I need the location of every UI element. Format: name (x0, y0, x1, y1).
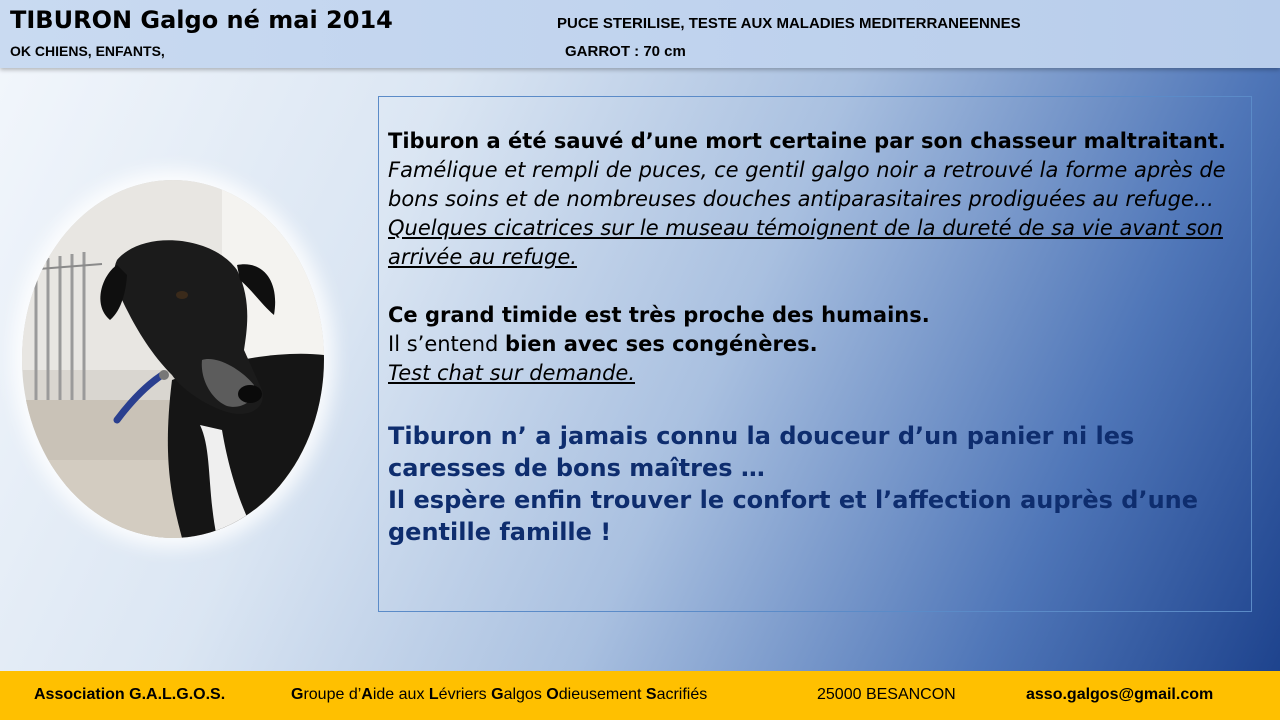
dog-illustration (22, 180, 324, 538)
scars-paragraph: Quelques cicatrices sur le museau témoignent de la dureté de sa vie avant son arrivée au refuge. (388, 216, 1223, 269)
appeal-line-1: Tiburon n’ a jamais connu la douceur d’un panier ni les caresses de bons maîtres … (388, 422, 1135, 482)
contact-email[interactable]: asso.galgos@gmail.com (1026, 686, 1214, 703)
initial-l: L (428, 686, 439, 703)
footer-banner (0, 671, 1280, 720)
temperament-heading: Ce grand timide est très proche des humains. (388, 303, 930, 327)
header-banner (0, 0, 1280, 68)
city: 25000 BESANCON (817, 686, 956, 703)
association-full-name (291, 686, 707, 704)
word-part: acrifiés (656, 686, 708, 703)
dogs-compatibility-bold: bien avec ses congénères. (505, 332, 818, 356)
compatibility-info: OK CHIENS, ENFANTS, (10, 43, 165, 59)
word-part: algos (503, 686, 547, 703)
dog-title: TIBURON Galgo né mai 2014 (10, 6, 393, 34)
spacer (388, 388, 1241, 420)
height-info: GARROT : 70 cm (565, 43, 686, 60)
appeal-line-2: Il espère enfin trouver le confort et l’affection auprès d’une gentille famille ! (388, 486, 1199, 546)
initial-g2: G (491, 686, 504, 703)
dogs-compatibility-prefix: Il s’entend (388, 332, 506, 356)
initial-s: S (645, 686, 657, 703)
word-part: ide aux (372, 686, 429, 703)
dogs-compatibility (388, 330, 1241, 359)
word-part: évriers (438, 686, 492, 703)
initial-g: G (291, 686, 304, 703)
dog-photo (22, 180, 324, 538)
association-name: Association G.A.L.G.O.S. (34, 686, 226, 703)
spacer (388, 272, 1241, 301)
initial-o: O (546, 686, 559, 703)
rescue-heading: Tiburon a été sauvé d’une mort certaine par son chasseur maltraitant. (388, 129, 1226, 153)
health-info: PUCE STERILISE, TESTE AUX MALADIES MEDITERRANEENNES (557, 15, 1021, 32)
care-paragraph: Famélique et rempli de puces, ce gentil galgo noir a retrouvé la forme après de bons soins et de nombreuses douches antiparasitaires prodiguées au refuge... (388, 158, 1226, 211)
initial-a: A (361, 686, 373, 703)
cat-test-note: Test chat sur demande. (388, 361, 636, 385)
word-part: dieusement (558, 686, 646, 703)
description-box (378, 96, 1252, 612)
word-part: roupe d’ (303, 686, 362, 703)
